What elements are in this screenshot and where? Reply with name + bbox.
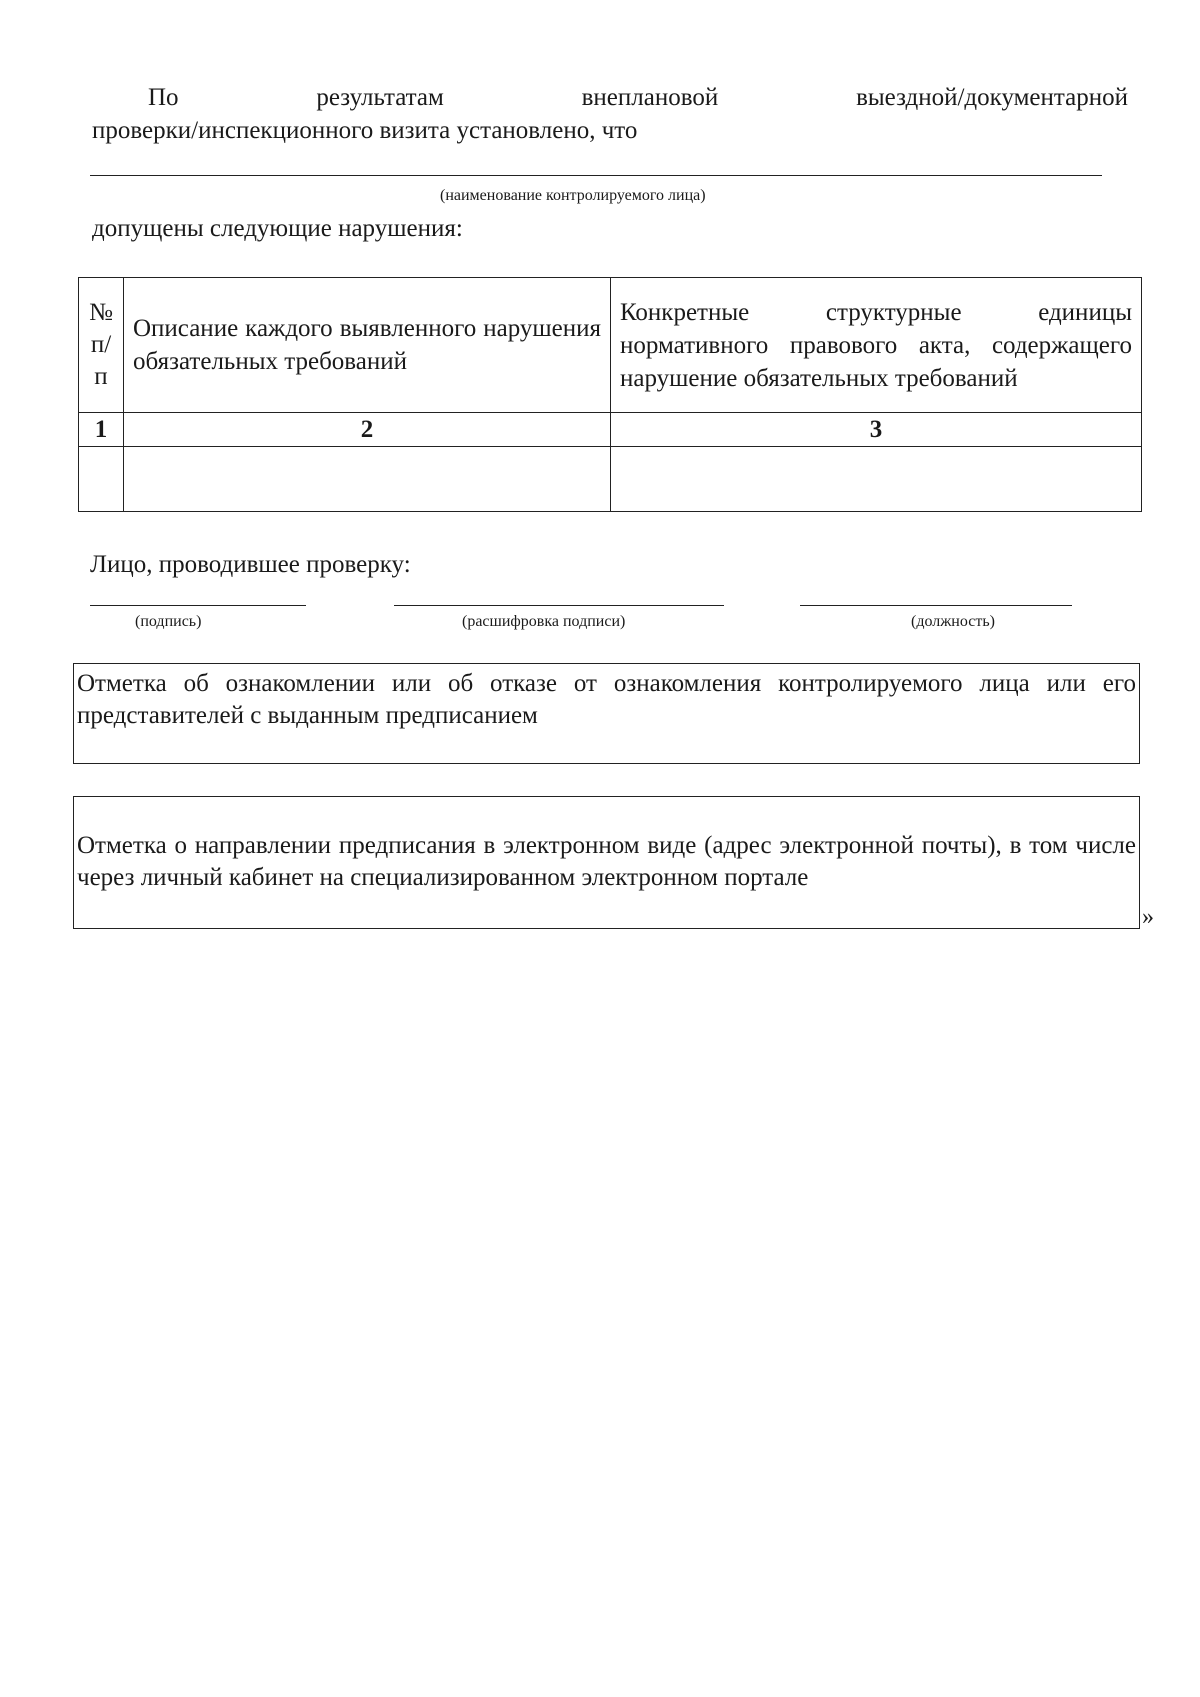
intro-word: выездной/документарной [856, 84, 1128, 111]
entity-name-caption: (наименование контролируемого лица) [440, 187, 706, 204]
position-caption: (должность) [911, 613, 995, 630]
column-number: 2 [124, 413, 611, 447]
electronic-delivery-box[interactable] [73, 796, 1140, 929]
entity-name-line[interactable] [90, 175, 1102, 176]
column-number: 3 [611, 413, 1142, 447]
row-description-cell[interactable] [124, 447, 611, 512]
column-number: 1 [79, 413, 124, 447]
intro-word: результатам [316, 84, 444, 111]
column-number-row [79, 413, 1142, 447]
violations-table [78, 277, 1142, 512]
header-num: № п/ п [79, 278, 124, 413]
electronic-delivery-text: Отметка о направлении предписания в электронном виде (адрес электронной почты), в том числе через личный кабинет на специализированном электронном портале [77, 832, 1136, 891]
position-line[interactable] [800, 605, 1072, 606]
header-units-text: Конкретные структурные единицы нормативного правового акта, содержащего нарушение обязательных требований [620, 298, 1132, 392]
intro-line-1 [92, 82, 1128, 114]
acknowledgement-box[interactable] [73, 663, 1140, 764]
intro-line-2: проверки/инспекционного визита установлено, что [92, 117, 638, 144]
closing-quote: » [1142, 904, 1154, 930]
header-description [124, 278, 611, 413]
signature-line[interactable] [90, 605, 306, 606]
header-description-text: Описание каждого выявленного нарушения обязательных требований [133, 315, 601, 375]
row-num-cell[interactable] [79, 447, 124, 512]
header-units [611, 278, 1142, 413]
name-caption: (расшифровка подписи) [462, 613, 626, 630]
table-row [79, 447, 1142, 512]
violations-intro: допущены следующие нарушения: [92, 215, 463, 242]
name-line[interactable] [394, 605, 724, 606]
row-units-cell[interactable] [611, 447, 1142, 512]
acknowledgement-text: Отметка об ознакомлении или об отказе от ознакомления контролируемого лица или его представителей с выданным предписанием [77, 670, 1136, 729]
table-header-row [79, 278, 1142, 413]
intro-word: По [148, 84, 179, 111]
inspector-label: Лицо, проводившее проверку: [90, 551, 411, 578]
intro-word: внеплановой [581, 84, 719, 111]
signature-caption: (подпись) [135, 613, 202, 630]
